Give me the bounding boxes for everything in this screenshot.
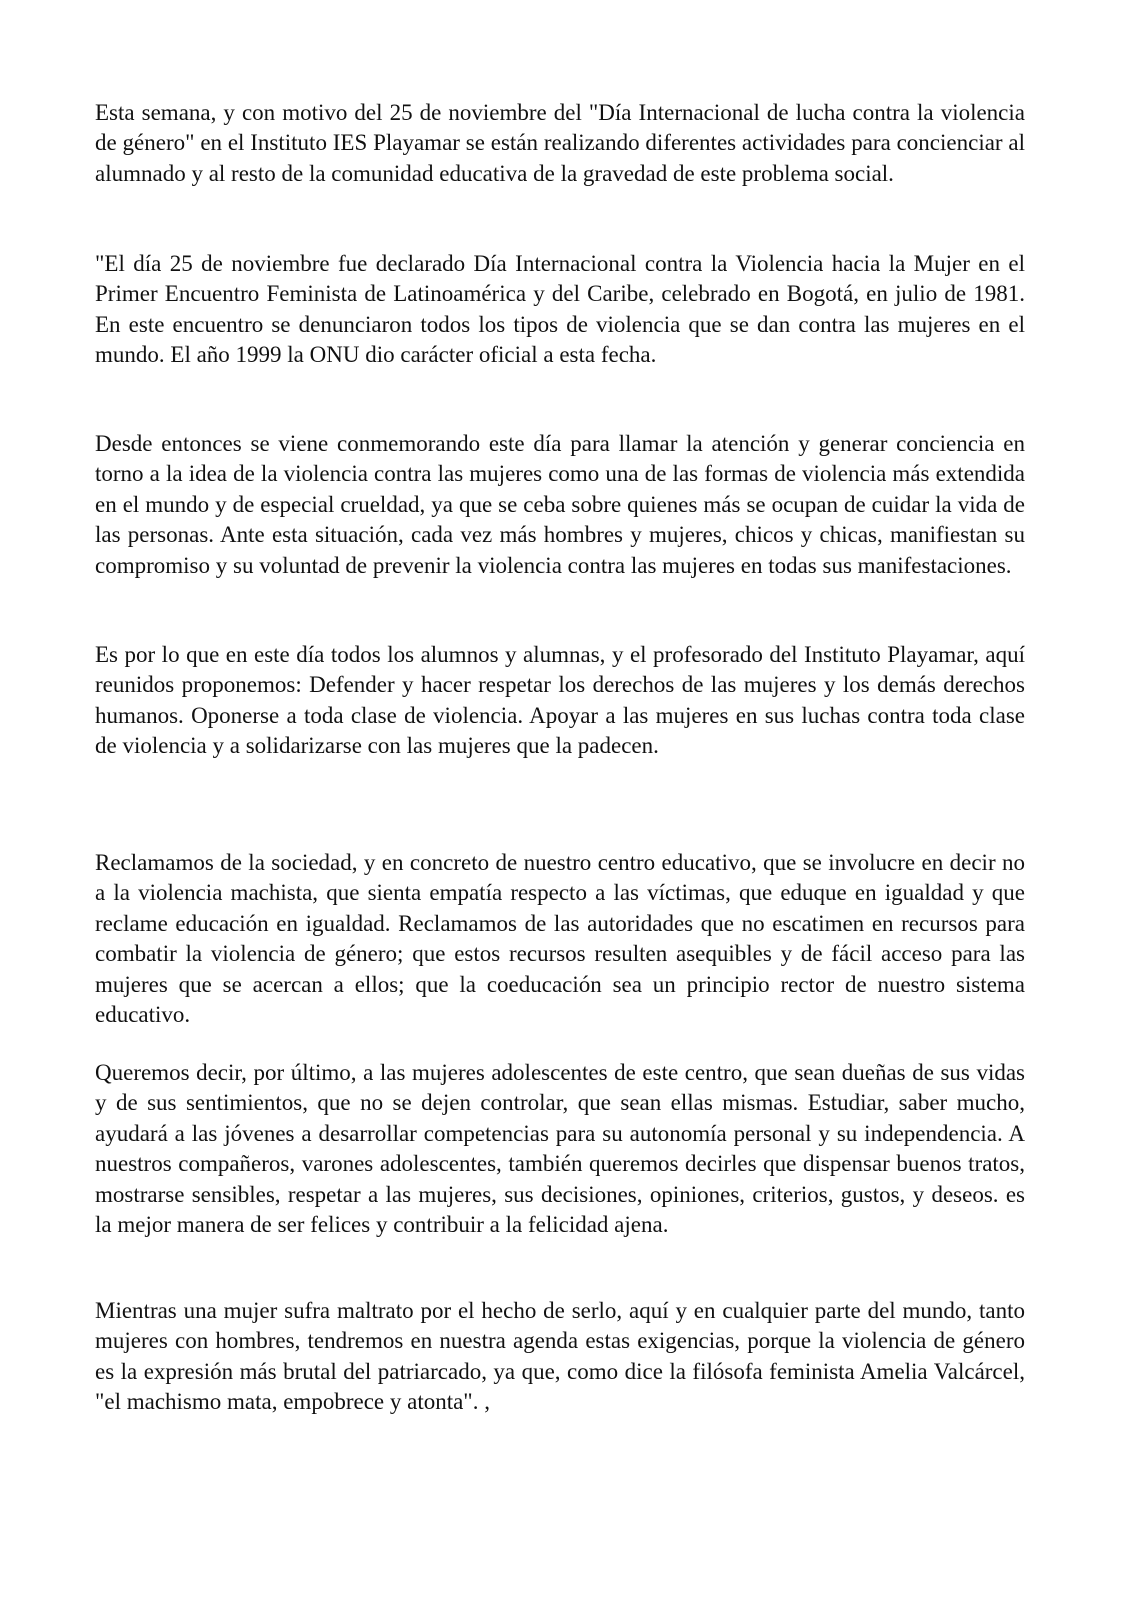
paragraph-proposals: Es por lo que en este día todos los alumnos y alumnas, y el profesorado del Instituto Playamar, aquí reunidos proponemos: Defender y hacer respetar los derechos de las mujeres y los demás derechos humanos. Oponerse a toda clase de violencia. Apoyar a las mujeres en sus luchas contra toda clase de violencia y a solidarizarse con las mujeres que la padecen. (95, 642, 1025, 759)
paragraph-adolescents: Queremos decir, por último, a las mujeres adolescentes de este centro, que sean dueñas de sus vidas y de sus sentimientos, que no se dejen controlar, que sean ellas mismas. Estudiar, saber mucho, ayudará a las jóvenes a desarrollar competencias para su autonomía personal y su independencia. A nuestros compañeros, varones adolescentes, también queremos decirles que dispensar buenos tratos, mostrarse sensibles, respetar a las mujeres, sus decisiones, opiniones, criterios, gustos, y deseos. es la mejor manera de ser felices y contribuir a la felicidad ajena. (95, 1060, 1025, 1238)
paragraph-awareness: Desde entonces se viene conmemorando este día para llamar la atención y generar conciencia en torno a la idea de la violencia contra las mujeres como una de las formas de violencia más extendida en el mundo y de especial crueldad, ya que se ceba sobre quienes más se ocupan de cuidar la vida de las personas. Ante esta situación, cada vez más hombres y mujeres, chicos y chicas, manifiestan su compromiso y su voluntad de prevenir la violencia contra las mujeres en todas sus manifestaciones. (95, 431, 1025, 578)
paragraph-history: "El día 25 de noviembre fue declarado Día Internacional contra la Violencia hacia la Mujer en el Primer Encuentro Feminista de Latinoamérica y del Caribe, celebrado en Bogotá, en julio de 1981. En este encuentro se denunciaron todos los tipos de violencia que se dan contra las mujeres en el mundo. El año 1999 la ONU dio carácter oficial a esta fecha. (95, 251, 1025, 368)
paragraph-closing: Mientras una mujer sufra maltrato por el hecho de serlo, aquí y en cualquier parte del mundo, tanto mujeres con hombres, tendremos en nuestra agenda estas exigencias, porque la violencia de género es la expresión más brutal del patriarcado, ya que, como dice la filósofa feminista Amelia Valcárcel, "el machismo mata, empobrece y atonta". , (95, 1298, 1025, 1415)
paragraph-demands: Reclamamos de la sociedad, y en concreto de nuestro centro educativo, que se involucre en decir no a la violencia machista, que sienta empatía respecto a las víctimas, que eduque en igualdad y que reclame educación en igualdad. Reclamamos de las autoridades que no escatimen en recursos para combatir la violencia de género; que estos recursos resulten asequibles y de fácil acceso para las mujeres que se acercan a ellos; que la coeducación sea un principio rector de nuestro sistema educativo. (95, 850, 1025, 1028)
paragraph-intro: Esta semana, y con motivo del 25 de noviembre del "Día Internacional de lucha contra la violencia de género" en el Instituto IES Playamar se están realizando diferentes actividades para concienciar al alumnado y al resto de la comunidad educativa de la gravedad de este problema social. (95, 100, 1025, 186)
